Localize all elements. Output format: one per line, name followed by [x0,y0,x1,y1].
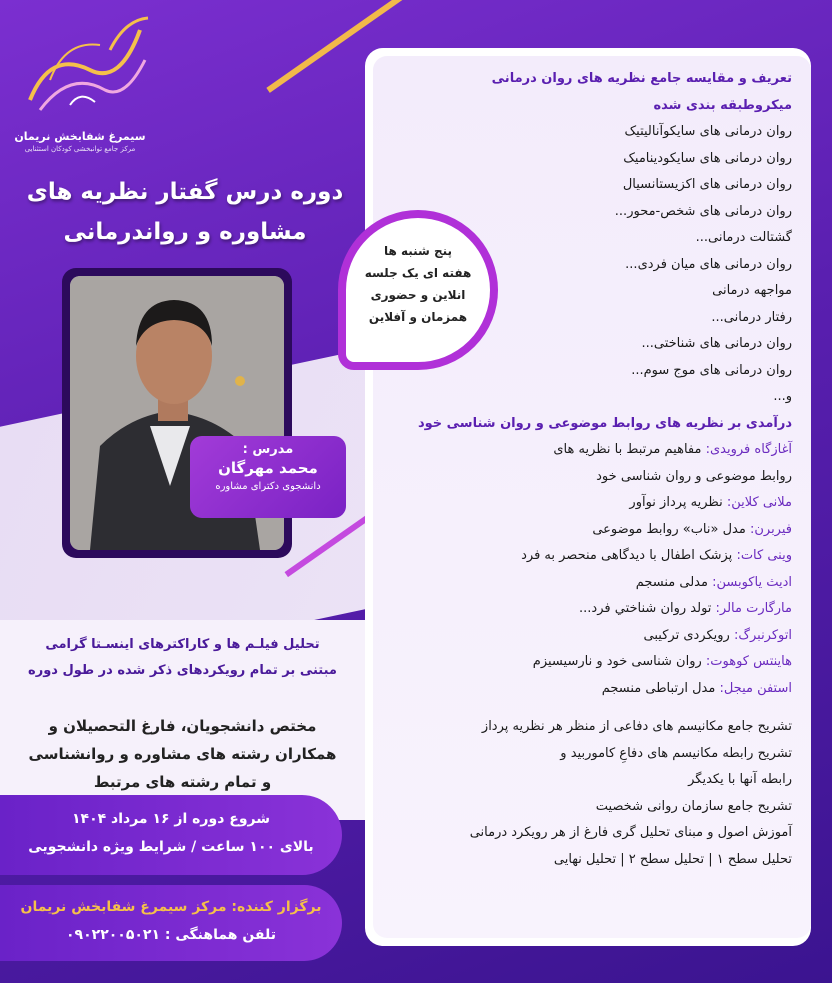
theorist-item [380,676,792,703]
syllabus-heading: میکروطبقه بندی شده [653,97,792,113]
title-line: دوره درس گفتار نظریه های [26,179,344,205]
theorist-name: ادیث یاکوبسن: [712,574,792,590]
syllabus-content [380,66,792,873]
theorist-item [380,596,792,623]
theorist-item [380,517,792,544]
list-item: تشریح جامع سازمان روانی شخصیت [595,798,792,814]
simorgh-logo-icon [10,10,150,130]
theorist-name: اتوکرنبرگ: [733,627,792,643]
syllabus-heading: تعریف و مقایسه جامع نظریه های روان درمانی [491,71,792,86]
organizer-banner [0,885,342,961]
list-item: رفتار درمانی... [711,309,792,325]
theorist-item [380,543,792,570]
list-item: رابطه آنها با یکدیگر [688,772,792,787]
logo-name: سیمرغ شفابخش نریمان [14,130,146,143]
instructor-degree: دانشجوی دکترای مشاوره [215,481,321,492]
syllabus-heading: درآمدی بر نظریه های روابط موضوعی و روان شناسی خود [417,415,792,431]
theorist-name: ملانی کلاین: [726,495,792,510]
page-title [20,172,350,252]
list-item: تحلیل سطح ۱ | تحلیل سطح ۲ | تحلیل نهایی [553,851,792,867]
organizer-name: برگزار کننده: مرکز سیمرغ شفابخش نریمان [20,899,322,915]
theorist-desc: روان شناسی خود و نارسیسیزم [532,654,706,669]
theorist-name: مارگارت مالر: [715,601,792,616]
list-item: روان درمانی های سایکودینامیک [623,150,792,166]
note-line: تحلیل فیلـم ها و کاراکترهای اینسـتا گرامی [45,637,320,652]
audience-line: مختص دانشجویان، فارغ التحصیلان و [48,717,317,735]
list-item: روان درمانی های شناختی... [641,336,792,351]
list-item: و... [773,389,792,404]
theorist-desc: تولد روان شناختي فرد... [579,601,716,616]
theorist-item [380,437,792,464]
instructor-name: محمد مهرگان [218,459,318,477]
theorist-item [380,623,792,650]
logo-subtitle: مرکز جامع توانبخشی کودکان استثنایی [24,145,136,153]
theorist-name: هاینتس کوهوت: [705,654,792,669]
theorist-desc: پزشک اطفال با دیدگاهی منحصر به فرد [521,548,737,563]
theorist-name: استفن میجل: [719,680,792,696]
theorist-desc: مفاهیم مرتبط با نظریه های [553,442,706,457]
theorist-name: فیربرن: [749,521,792,537]
note-line: مبتنی بر تمام رویکردهای ذکر شده در طول دوره [28,663,337,678]
theorist-name: آغازگاه فرویدی: [705,442,792,457]
theorist-desc: روابط موضوعی و روان شناسی خود [596,468,792,484]
theorist-item [380,464,792,491]
list-item: روان درمانی های شخص-محور... [614,203,792,219]
schedule-line: انلاین و حضوری [370,288,466,302]
instructor-card [190,436,346,518]
film-analysis-note [10,632,355,684]
audience-note [10,712,355,796]
theorist-desc: مدل ارتباطی منسجم [601,680,720,696]
schedule-line: همزمان و آفلاین [368,310,468,324]
theorist-desc: نظریه پرداز نوآور [629,495,727,510]
theorist-desc: مدل «ناب» روابط موضوعی [592,521,750,537]
schedule-line: هفته ای یک جلسه [364,266,472,280]
list-item: آموزش اصول و مبنای تحلیل گری فارغ از هر رویکرد درمانی [469,825,792,840]
theorist-desc: رویکردی ترکیبی [643,627,734,643]
theorist-item [380,649,792,676]
theorist-name: وینی کات: [736,548,792,563]
course-info-banner [0,795,342,875]
audience-line: همکاران رشته های مشاوره و روانشناسی [28,745,337,763]
audience-line: و تمام رشته های مرتبط [93,773,272,791]
theorist-item [380,490,792,517]
schedule-bubble [338,210,498,370]
logo [10,10,150,160]
list-item: روان درمانی های میان فردی... [625,256,792,272]
list-item: مواجهه درمانی [712,283,792,298]
contact-phone: تلفن هماهنگی : ۰۹۰۲۲۰۰۵۰۲۱ [66,927,276,943]
list-item: روان درمانی های موج سوم... [631,362,792,378]
list-item: تشریح جامع مکانیسم های دفاعی از منظر هر نظریه پرداز [481,719,792,734]
schedule-line: پنج شنبه ها [383,244,453,258]
list-item: روان درمانی های سایکوآنالیتیک [624,124,792,139]
title-line: مشاوره و رواندرمانی [63,219,307,245]
course-hours: بالای ۱۰۰ ساعت / شرایط ویژه دانشجویی [28,839,314,855]
course-start: شروع دوره از ۱۶ مرداد ۱۴۰۴ [71,811,270,827]
list-item: روان درمانی های اکزیستانسیال [622,177,792,192]
theorist-item [380,570,792,597]
theorist-desc: مدلی منسجم [635,574,713,590]
instructor-label: مدرس : [242,442,294,457]
list-item: تشریح رابطه مکانیسم های دفاعِ کاموربید و [560,745,792,761]
list-item: گشتالت درمانی... [695,230,792,245]
